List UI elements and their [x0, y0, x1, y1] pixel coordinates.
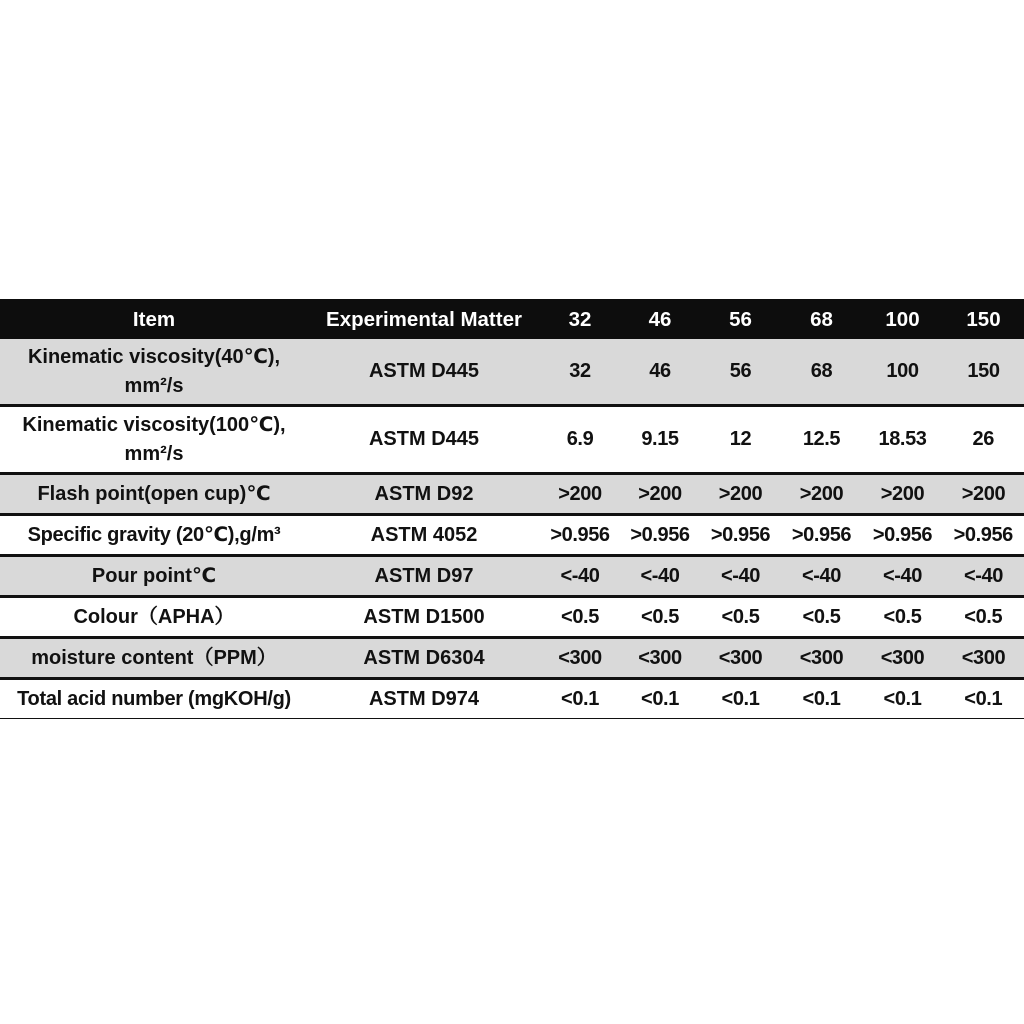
row-value: 9.15 — [620, 406, 700, 474]
row-value: >200 — [620, 474, 700, 515]
row-value: <0.5 — [862, 597, 943, 638]
row-value: <0.5 — [781, 597, 862, 638]
row-value: 6.9 — [540, 406, 620, 474]
row-value: 150 — [943, 339, 1024, 406]
header-grade-56: 56 — [700, 299, 781, 339]
header-grade-100: 100 — [862, 299, 943, 339]
row-method: ASTM D974 — [308, 679, 540, 719]
row-item-label — [0, 406, 308, 474]
table-row — [0, 679, 1024, 719]
row-value: <300 — [620, 638, 700, 679]
table-row — [0, 556, 1024, 597]
table-row — [0, 339, 1024, 406]
row-method: ASTM D97 — [308, 556, 540, 597]
row-method: ASTM D92 — [308, 474, 540, 515]
table-row — [0, 474, 1024, 515]
header-grade-150: 150 — [943, 299, 1024, 339]
header-grade-46: 46 — [620, 299, 700, 339]
row-value: <0.5 — [700, 597, 781, 638]
row-method: ASTM D445 — [308, 339, 540, 406]
row-value: >0.956 — [943, 515, 1024, 556]
row-value: 56 — [700, 339, 781, 406]
row-value: >200 — [862, 474, 943, 515]
row-value: >200 — [781, 474, 862, 515]
row-method: ASTM D445 — [308, 406, 540, 474]
row-value: <0.5 — [943, 597, 1024, 638]
row-value: 68 — [781, 339, 862, 406]
row-value: <-40 — [781, 556, 862, 597]
row-item-label-line1: Kinematic viscosity(100℃), — [22, 413, 286, 436]
row-value: <-40 — [620, 556, 700, 597]
header-row — [0, 299, 1024, 339]
table-row — [0, 638, 1024, 679]
row-item-label-line2: mm²/s — [124, 442, 184, 465]
row-value: <-40 — [540, 556, 620, 597]
row-value: <-40 — [943, 556, 1024, 597]
row-value: <0.1 — [943, 679, 1024, 719]
header-method: Experimental Matter — [308, 299, 540, 339]
row-value: 12.5 — [781, 406, 862, 474]
header-grade-32: 32 — [540, 299, 620, 339]
table-row — [0, 597, 1024, 638]
row-value: <0.5 — [540, 597, 620, 638]
row-value: <0.1 — [700, 679, 781, 719]
row-item-label — [0, 339, 308, 406]
row-value: <0.5 — [620, 597, 700, 638]
row-value: 100 — [862, 339, 943, 406]
row-item-label: Flash point(open cup)℃ — [0, 474, 308, 515]
table-header — [0, 299, 1024, 339]
table-row — [0, 515, 1024, 556]
row-value: 32 — [540, 339, 620, 406]
table-body — [0, 339, 1024, 719]
row-item-label-line1: Kinematic viscosity(40℃), — [27, 345, 281, 368]
row-value: >0.956 — [700, 515, 781, 556]
specification-table — [0, 299, 1024, 719]
row-value: <300 — [943, 638, 1024, 679]
row-method: ASTM D1500 — [308, 597, 540, 638]
header-item: Item — [0, 299, 308, 339]
row-value: 18.53 — [862, 406, 943, 474]
row-value: 12 — [700, 406, 781, 474]
row-method: ASTM D6304 — [308, 638, 540, 679]
row-value: <0.1 — [781, 679, 862, 719]
row-item-label: moisture content（PPM） — [0, 638, 308, 679]
table-row — [0, 406, 1024, 474]
row-value: <0.1 — [862, 679, 943, 719]
row-item-label-line2: mm²/s — [124, 374, 184, 397]
row-item-label: Colour（APHA） — [0, 597, 308, 638]
row-item-label: Specific gravity (20℃),g/m³ — [0, 515, 308, 556]
row-value: >200 — [943, 474, 1024, 515]
row-value: >0.956 — [862, 515, 943, 556]
row-value: <300 — [540, 638, 620, 679]
row-method: ASTM 4052 — [308, 515, 540, 556]
row-item-label: Total acid number (mgKOH/g) — [0, 679, 308, 719]
header-grade-68: 68 — [781, 299, 862, 339]
row-value: 46 — [620, 339, 700, 406]
row-value: <-40 — [862, 556, 943, 597]
row-value: >0.956 — [540, 515, 620, 556]
row-value: 26 — [943, 406, 1024, 474]
row-value: >0.956 — [781, 515, 862, 556]
row-value: <300 — [781, 638, 862, 679]
row-value: >0.956 — [620, 515, 700, 556]
row-value: <300 — [700, 638, 781, 679]
row-value: <0.1 — [620, 679, 700, 719]
row-value: <-40 — [700, 556, 781, 597]
row-value: >200 — [540, 474, 620, 515]
row-item-label: Pour point℃ — [0, 556, 308, 597]
row-value: <0.1 — [540, 679, 620, 719]
row-value: >200 — [700, 474, 781, 515]
row-value: <300 — [862, 638, 943, 679]
